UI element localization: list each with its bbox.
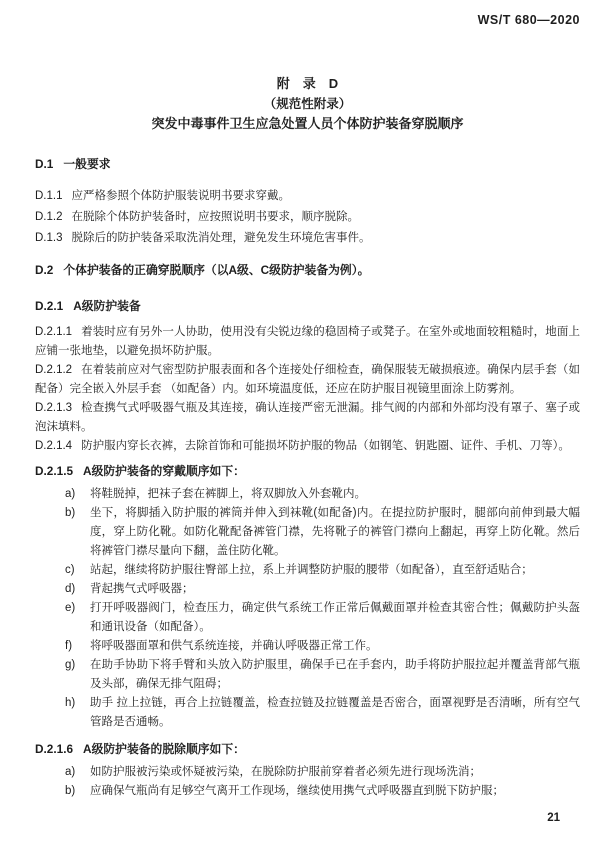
- list-item-label: f): [65, 640, 73, 652]
- section-title: A级防护装备的脱除顺序如下：: [83, 742, 245, 756]
- list-item: [65, 599, 580, 637]
- list-item: [65, 504, 580, 561]
- list-item-label: b): [65, 785, 76, 797]
- list-item: [65, 637, 580, 656]
- section-number: D.2.1: [35, 299, 64, 313]
- clause-d13: [35, 229, 580, 248]
- clause-group-d1: [35, 187, 580, 248]
- page-number: 21: [547, 812, 560, 824]
- list-item: [65, 580, 580, 599]
- list-item-text: 坐下，将脚插入防护服的裤筒并伸入到袜靴(如配备)内。在提拉防护服时，腿部向前伸到最大幅度，穿上防化靴。如防化靴配备裤管门襟，先将靴子的裤管门襟向上翻起，再穿上防化靴。然后将裤管门襟尽量向下翻，盖住防化靴。: [90, 507, 580, 557]
- section-title: 一般要求: [63, 157, 111, 171]
- section-heading-d21: [35, 298, 580, 314]
- clause-text: 着装时应有另外一人协助，使用没有尖锐边缘的稳固椅子或凳子。在室外或地面较粗糙时，地面上应铺一张地垫，以避免损坏防护服。: [35, 326, 580, 357]
- section-heading-d215: [35, 463, 580, 479]
- list-item: [65, 656, 580, 694]
- appendix-type: （规范性附录）: [263, 97, 352, 111]
- section-number: D.2.1.6: [35, 742, 74, 756]
- list-item: [65, 694, 580, 732]
- list-item: [65, 782, 580, 801]
- list-item-text: 背起携气式呼吸器；: [90, 583, 194, 595]
- list-item-text: 将呼吸器面罩和供气系统连接，并确认呼吸器正常工作。: [90, 640, 378, 652]
- section-title: A级防护装备的穿戴顺序如下：: [83, 464, 245, 478]
- clause-d214: [35, 437, 580, 456]
- clause-number: D.1.2: [35, 211, 63, 223]
- clause-d11: [35, 187, 580, 206]
- list-item-text: 助手 拉上拉链，再合上拉链覆盖，检查拉链及拉链覆盖是否密合，面罩视野是否清晰，所有空气管路是否通畅。: [90, 697, 580, 728]
- list-item: [65, 763, 580, 782]
- list-item: [65, 485, 580, 504]
- clause-d211: [35, 323, 580, 361]
- list-item-label: b): [65, 507, 76, 519]
- list-item: [65, 561, 580, 580]
- clause-d212: [35, 361, 580, 399]
- clause-text: 检查携气式呼吸器气瓶及其连接，确认连接严密无泄漏。排气阀的内部和外部均没有罩子、塞子或泡沫填料。: [35, 402, 580, 433]
- section-number: D.2.1.5: [35, 464, 74, 478]
- donning-order-list: [35, 485, 580, 732]
- clause-d12: [35, 208, 580, 227]
- clause-text: 应严格参照个体防护服装说明书要求穿戴。: [71, 190, 290, 202]
- section-number: D.2: [35, 263, 54, 277]
- list-item-text: 如防护服被污染或怀疑被污染，在脱除防护服前穿着者必须先进行现场洗消；: [90, 766, 481, 778]
- list-item-label: h): [65, 697, 76, 709]
- section-heading-d1: [35, 156, 580, 172]
- list-item-label: c): [65, 564, 75, 576]
- clause-number: D.2.1.3: [35, 402, 73, 414]
- clause-d213: [35, 399, 580, 437]
- list-item-label: e): [65, 602, 76, 614]
- section-title: A级防护装备: [73, 299, 141, 313]
- clause-text: 在脱除个体防护装备时，应按照说明书要求，顺序脱除。: [71, 211, 359, 223]
- clause-number: D.2.1.4: [35, 440, 73, 452]
- clause-number: D.1.1: [35, 190, 63, 202]
- list-item-text: 应确保气瓶尚有足够空气离开工作现场，继续使用携气式呼吸器直到脱下防护服；: [90, 785, 504, 797]
- clause-number: D.2.1.2: [35, 364, 73, 376]
- appendix-title: 突发中毒事件卫生应急处置人员个体防护装备穿脱顺序: [151, 116, 464, 131]
- appendix-heading: 附 录 D: [276, 76, 339, 91]
- clause-number: D.1.3: [35, 232, 63, 244]
- list-item-label: a): [65, 766, 76, 778]
- section-heading-d216: [35, 741, 580, 757]
- list-item-label: a): [65, 488, 76, 500]
- appendix-title-block: [35, 74, 580, 134]
- section-title: 个体护装备的正确穿脱顺序（以A级、C级防护装备为例）。: [63, 263, 370, 277]
- clause-text: 防护服内穿长衣裤，去除首饰和可能损坏防护服的物品（如钢笔、钥匙圈、证件、手机、刀等）。: [81, 440, 570, 452]
- list-item-text: 在助手协助下将手臂和头放入防护服里，确保手已在手套内，助手将防护服拉起并覆盖背部气瓶及头部，确保无排气阻碍；: [90, 659, 580, 690]
- list-item-text: 站起，继续将防护服往臀部上拉，系上并调整防护服的腰带（如配备），直至舒适贴合；: [90, 564, 533, 576]
- section-heading-d2: [35, 262, 580, 278]
- clause-text: 脱除后的防护装备采取洗消处理，避免发生环境危害事件。: [71, 232, 371, 244]
- clause-number: D.2.1.1: [35, 326, 73, 338]
- list-item-text: 打开呼吸器阀门，检查压力，确定供气系统工作正常后佩戴面罩并检查其密合性；佩戴防护头盔和通讯设备（如配备）。: [90, 602, 580, 633]
- clause-text: 在着装前应对气密型防护服表面和各个连接处仔细检查，确保服装无破损痕迹。确保内层手套（如配备）完全嵌入外层手套 （如配备）内。如环境温度低，还应在防护服目视镜里面涂上防雾剂。: [35, 364, 580, 395]
- list-item-label: g): [65, 659, 76, 671]
- doc-number: WS/T 680—2020: [477, 13, 580, 27]
- list-item-text: 将鞋脱掉，把袜子套在裤脚上，将双脚放入外套靴内。: [90, 488, 366, 500]
- section-number: D.1: [35, 157, 54, 171]
- doffing-order-list: [35, 763, 580, 801]
- list-item-label: d): [65, 583, 76, 595]
- clause-group-d21: [35, 323, 580, 456]
